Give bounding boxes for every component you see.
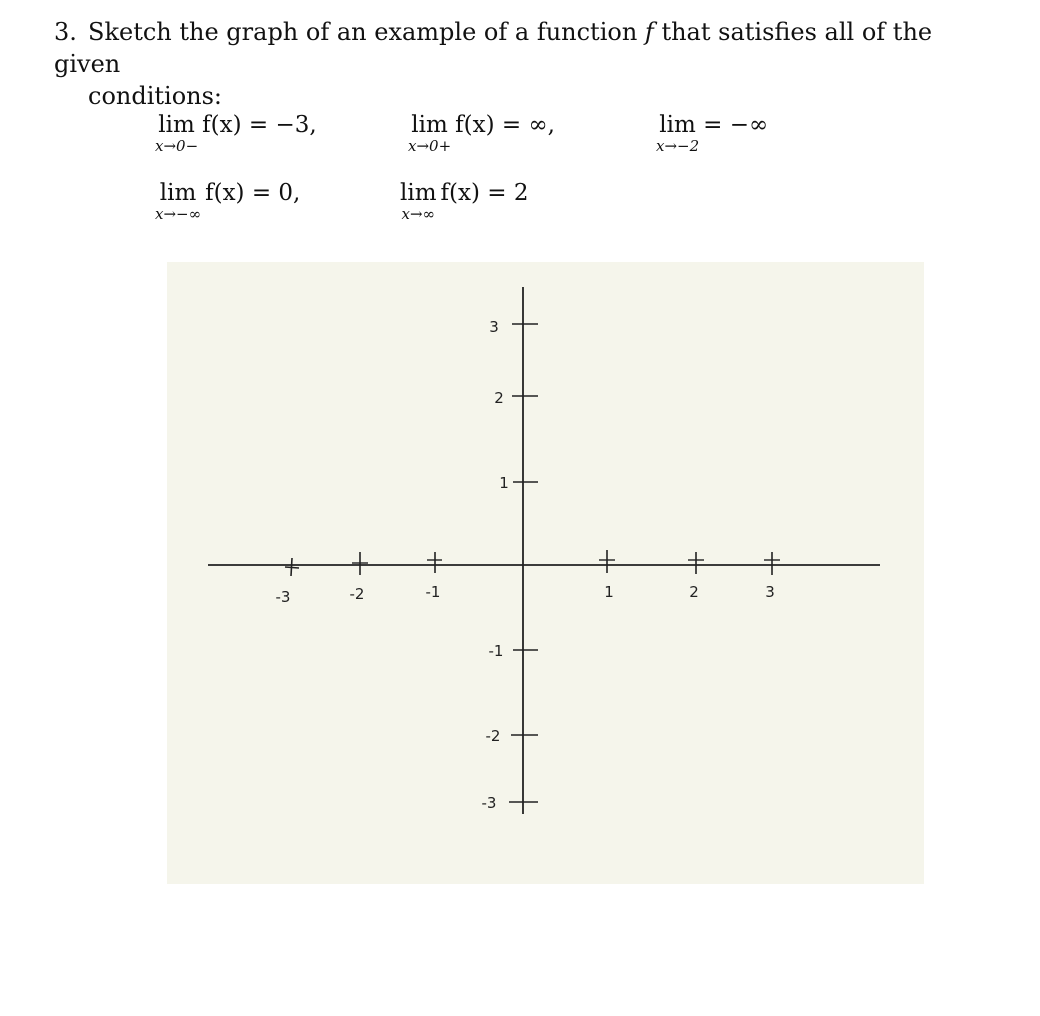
problem-text-a: Sketch the graph of an example of a function — [88, 18, 638, 46]
y-tick-label: 3 — [489, 318, 499, 336]
lim-subscript: x→∞ — [401, 205, 436, 223]
lim-word: lim — [411, 112, 448, 138]
axes-svg — [167, 262, 924, 884]
x-tick-label: -2 — [349, 585, 365, 603]
x-tick-mark — [285, 567, 299, 568]
y-tick-label: 2 — [494, 389, 504, 407]
limit-expression: = −∞ — [703, 112, 769, 138]
lim-word: lim — [400, 180, 437, 206]
condition-4 — [155, 180, 300, 222]
condition-5 — [400, 180, 529, 222]
y-tick-label: -3 — [481, 794, 497, 812]
lim-subscript: x→0+ — [408, 137, 452, 155]
limit-expression: f(x) = 0, — [205, 180, 301, 206]
y-tick-label: -1 — [488, 642, 504, 660]
function-symbol: f — [644, 18, 654, 46]
problem-line-2: conditions: — [88, 82, 223, 110]
y-tick-label: 1 — [499, 474, 509, 492]
problem-text-b: that satisfies all of the given — [54, 18, 933, 78]
condition-1 — [155, 112, 317, 154]
lim-subscript: x→0− — [155, 137, 199, 155]
x-tick-label: 1 — [604, 583, 614, 601]
lim-subscript: x→−∞ — [155, 205, 202, 223]
condition-3 — [656, 112, 768, 154]
graph-panel[interactable] — [167, 262, 924, 884]
limit-operator — [155, 112, 198, 154]
limit-expression: f(x) = ∞, — [455, 112, 555, 138]
limit-expression: f(x) = 2 — [440, 180, 529, 206]
limit-operator — [656, 112, 699, 154]
x-tick-label: 3 — [765, 583, 775, 601]
x-tick-label: 2 — [689, 583, 699, 601]
x-tick-label: -3 — [275, 588, 291, 606]
lim-word: lim — [159, 180, 197, 206]
lim-word: lim — [659, 112, 696, 138]
limit-conditions — [0, 0, 1040, 240]
limit-operator — [408, 112, 451, 154]
condition-2 — [408, 112, 555, 154]
limit-operator — [155, 180, 201, 222]
lim-subscript: x→−2 — [656, 137, 700, 155]
limit-expression: f(x) = −3, — [202, 112, 317, 138]
limit-operator — [400, 180, 437, 222]
problem-number: 3. — [54, 18, 77, 46]
x-tick-label: -1 — [425, 583, 441, 601]
y-tick-label: -2 — [485, 727, 501, 745]
lim-word: lim — [158, 112, 195, 138]
